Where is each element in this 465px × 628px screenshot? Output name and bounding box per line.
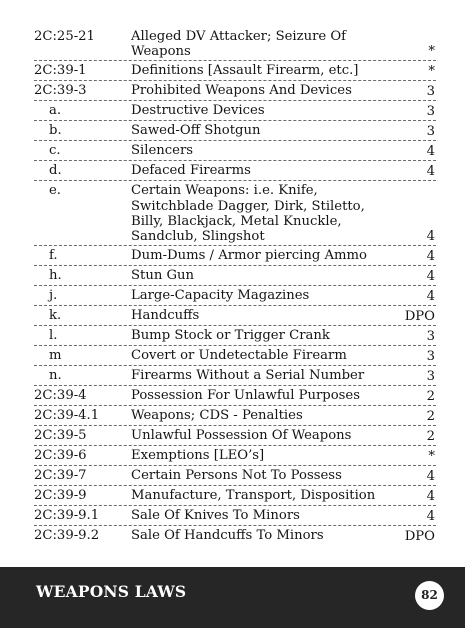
toc-section-title: Bump Stock or Trigger Crank bbox=[131, 328, 330, 344]
toc-section-title: Dum-Dums / Armor piercing Ammo bbox=[131, 248, 367, 264]
toc-statute-code: 2C:39-9.2 bbox=[34, 528, 100, 544]
toc-page-ref: 4 bbox=[426, 249, 435, 265]
toc-page-ref: 4 bbox=[426, 229, 435, 245]
footer-title: WEAPONS LAWS bbox=[36, 582, 187, 601]
toc-section-title: Exemptions [LEO’s] bbox=[131, 448, 265, 464]
toc-section-title: Definitions [Assault Firearm, etc.] bbox=[131, 63, 359, 79]
table-of-contents bbox=[34, 27, 436, 545]
toc-page-ref: * bbox=[428, 449, 435, 465]
toc-page-ref: DPO bbox=[404, 529, 435, 545]
toc-page-ref: * bbox=[428, 44, 435, 60]
toc-section-title: Weapons; CDS - Penalties bbox=[131, 408, 303, 424]
toc-page-ref: DPO bbox=[404, 309, 435, 325]
toc-statute-code: 2C:39-9.1 bbox=[34, 508, 100, 524]
toc-statute-code: 2C:39-9 bbox=[34, 488, 87, 504]
toc-page-ref: 2 bbox=[426, 429, 435, 445]
toc-statute-code: b. bbox=[49, 123, 62, 139]
toc-row bbox=[34, 326, 436, 346]
toc-row bbox=[34, 81, 436, 101]
toc-statute-code: 2C:39-4.1 bbox=[34, 408, 100, 424]
toc-row bbox=[34, 101, 436, 121]
toc-page-ref: * bbox=[428, 64, 435, 80]
toc-row bbox=[34, 61, 436, 81]
toc-page-ref: 4 bbox=[426, 144, 435, 160]
toc-row bbox=[34, 266, 436, 286]
toc-statute-code: d. bbox=[49, 163, 62, 179]
toc-statute-code: 2C:25-21 bbox=[34, 29, 95, 44]
toc-section-title: Sale Of Handcuffs To Minors bbox=[131, 528, 324, 544]
toc-page-ref: 4 bbox=[426, 289, 435, 305]
toc-row bbox=[34, 486, 436, 506]
toc-page-ref: 3 bbox=[426, 369, 435, 385]
toc-page-ref: 4 bbox=[426, 164, 435, 180]
toc-section-title: Firearms Without a Serial Number bbox=[131, 368, 365, 384]
toc-row bbox=[34, 246, 436, 266]
toc-page-ref: 4 bbox=[426, 509, 435, 525]
page-footer bbox=[0, 567, 465, 628]
toc-section-title: Sale Of Knives To Minors bbox=[131, 508, 300, 524]
toc-statute-code: m bbox=[49, 348, 62, 364]
toc-row bbox=[34, 286, 436, 306]
toc-row bbox=[34, 27, 436, 61]
toc-section-title: Silencers bbox=[131, 143, 194, 159]
toc-statute-code: n. bbox=[49, 368, 62, 384]
toc-statute-code: f. bbox=[49, 248, 58, 264]
toc-row bbox=[34, 366, 436, 386]
toc-statute-code: j. bbox=[49, 288, 58, 304]
toc-statute-code: 2C:39-4 bbox=[34, 388, 87, 404]
toc-row bbox=[34, 306, 436, 326]
toc-section-title: Handcuffs bbox=[131, 308, 200, 324]
toc-statute-code: c. bbox=[49, 143, 61, 159]
toc-row bbox=[34, 141, 436, 161]
toc-statute-code: 2C:39-5 bbox=[34, 428, 87, 444]
toc-page-ref: 3 bbox=[426, 84, 435, 100]
toc-statute-code: a. bbox=[49, 103, 62, 119]
toc-section-title: Destructive Devices bbox=[131, 103, 265, 119]
toc-row bbox=[34, 346, 436, 366]
toc-statute-code: h. bbox=[49, 268, 62, 284]
toc-page-ref: 4 bbox=[426, 469, 435, 485]
toc-statute-code: e. bbox=[49, 183, 61, 199]
toc-page-ref: 4 bbox=[426, 269, 435, 285]
toc-row bbox=[34, 466, 436, 486]
toc-row bbox=[34, 426, 436, 446]
toc-section-title: Large-Capacity Magazines bbox=[131, 288, 310, 304]
toc-row bbox=[34, 526, 436, 545]
toc-section-title: Possession For Unlawful Purposes bbox=[131, 388, 361, 404]
toc-page-ref: 3 bbox=[426, 124, 435, 140]
toc-row bbox=[34, 181, 436, 246]
toc-statute-code: 2C:39-6 bbox=[34, 448, 87, 464]
toc-section-title: Certain Persons Not To Possess bbox=[131, 468, 342, 484]
toc-row bbox=[34, 386, 436, 406]
toc-section-title: Unlawful Possession Of Weapons bbox=[131, 428, 352, 444]
toc-page-ref: 2 bbox=[426, 389, 435, 405]
toc-page-ref: 4 bbox=[426, 489, 435, 505]
toc-row bbox=[34, 121, 436, 141]
toc-section-title: Alleged DV Attacker; Seizure Of Weapons bbox=[131, 29, 347, 60]
toc-statute-code: k. bbox=[49, 308, 62, 324]
toc-row bbox=[34, 161, 436, 181]
toc-section-title: Covert or Undetectable Firearm bbox=[131, 348, 347, 364]
toc-section-title: Defaced Firearms bbox=[131, 163, 251, 179]
toc-section-title: Prohibited Weapons And Devices bbox=[131, 83, 352, 99]
toc-row bbox=[34, 506, 436, 526]
toc-page-ref: 2 bbox=[426, 409, 435, 425]
toc-statute-code: 2C:39-3 bbox=[34, 83, 87, 99]
toc-section-title: Certain Weapons: i.e. Knife, Switchblade Dagger, Dirk, Stiletto, Billy, Blackjack, Metal Knuckle, Sandclub, Slingshot bbox=[131, 183, 365, 245]
toc-section-title: Sawed-Off Shotgun bbox=[131, 123, 261, 139]
toc-section-title: Manufacture, Transport, Disposition bbox=[131, 488, 376, 504]
toc-statute-code: 2C:39-1 bbox=[34, 63, 87, 79]
toc-page-ref: 3 bbox=[426, 329, 435, 345]
page-number-badge: 82 bbox=[415, 581, 444, 610]
toc-page-ref: 3 bbox=[426, 349, 435, 365]
toc-statute-code: l. bbox=[49, 328, 58, 344]
toc-row bbox=[34, 446, 436, 466]
toc-statute-code: 2C:39-7 bbox=[34, 468, 87, 484]
toc-page-ref: 3 bbox=[426, 104, 435, 120]
toc-row bbox=[34, 406, 436, 426]
toc-section-title: Stun Gun bbox=[131, 268, 195, 284]
